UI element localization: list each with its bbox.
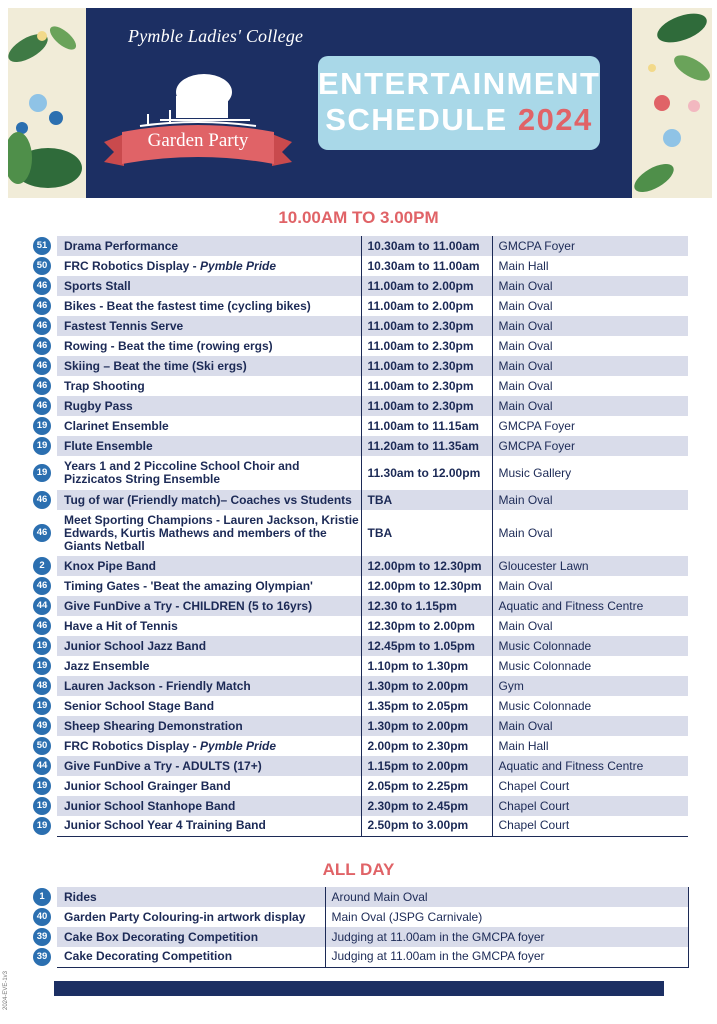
map-number-badge: 50 [33,257,51,275]
event-name [57,736,361,756]
event-name [57,796,361,816]
event-location: Gloucester Lawn [492,556,688,576]
map-number-badge: 46 [33,577,51,595]
allday-row [33,907,688,927]
event-time: TBA [361,490,492,510]
event-name [57,236,361,256]
activity-name: Rides [57,887,325,907]
activity-name: Cake Box Decorating Competition [57,927,325,947]
map-number [33,490,57,510]
event-location: Chapel Court [492,816,688,836]
map-number [33,776,57,796]
college-logo: Pymble Ladies' College [128,26,304,46]
event-location: Music Gallery [492,456,688,490]
event-text: Sheep Shearing Demonstration [64,718,243,733]
map-number [33,316,57,336]
map-number [33,736,57,756]
event-location: Main Oval [492,376,688,396]
event-text: Junior School Jazz Band [64,638,207,653]
map-number [33,656,57,676]
map-number [33,336,57,356]
event-time: 1.30pm to 2.00pm [361,676,492,696]
event-name [57,256,361,276]
event-text: Years 1 and 2 Piccoline School Choir and Pizzicatos String Ensemble [64,459,300,486]
map-number-badge: 46 [33,277,51,295]
schedule-row [33,510,688,556]
schedule-row [33,276,688,296]
map-number [33,236,57,256]
map-number-badge: 46 [33,617,51,635]
event-text: FRC Robotics Display - [64,738,201,753]
schedule-row [33,456,688,490]
event-location: Main Oval [492,336,688,356]
event-name [57,510,361,556]
map-number-badge: 40 [33,908,51,926]
event-text: Senior School Stage Band [64,698,215,713]
schedule-row [33,256,688,276]
event-name [57,456,361,490]
map-number [33,576,57,596]
map-number [33,616,57,636]
event-time: 11.00am to 2.30pm [361,356,492,376]
event-text: Junior School Stanhope Band [64,798,236,813]
map-number [33,456,57,490]
event-text: Bikes - Beat the fastest time (cycling bikes) [64,298,311,313]
schedule-row [33,656,688,676]
map-number [33,396,57,416]
map-number-badge: 46 [33,317,51,335]
event-location: Main Oval [492,276,688,296]
map-number-badge: 19 [33,797,51,815]
map-number-badge: 2 [33,557,51,575]
schedule-row [33,756,688,776]
event-location: Main Hall [492,256,688,276]
event-time: 11.00am to 2.30pm [361,376,492,396]
event-name [57,376,361,396]
event-location: Aquatic and Fitness Centre [492,756,688,776]
map-number [33,636,57,656]
map-number [33,556,57,576]
event-text: Rugby Pass [64,398,133,413]
map-number-badge: 1 [33,888,51,906]
schedule-row [33,676,688,696]
schedule-row [33,396,688,416]
event-time: 1.35pm to 2.05pm [361,696,492,716]
event-time: 11.00am to 2.30pm [361,336,492,356]
event-time: 1.15pm to 2.00pm [361,756,492,776]
event-name [57,316,361,336]
event-time: 11.00am to 2.00pm [361,276,492,296]
schedule-row [33,796,688,816]
allday-row [33,927,688,947]
event-name [57,576,361,596]
event-time: 2.05pm to 2.25pm [361,776,492,796]
event-text: Timing Gates - 'Beat the amazing Olympian' [64,578,313,593]
title-schedule: SCHEDULE [325,102,508,137]
map-number-badge: 44 [33,757,51,775]
event-name [57,596,361,616]
event-time: 11.00am to 11.15am [361,416,492,436]
schedule-row [33,616,688,636]
event-text: Knox Pipe Band [64,558,157,573]
event-time: 12.30pm to 2.00pm [361,616,492,636]
map-number-badge: 46 [33,337,51,355]
schedule-row [33,816,688,836]
schedule-row [33,356,688,376]
map-number-badge: 46 [33,377,51,395]
event-location: Main Oval [492,716,688,736]
event-time: 2.30pm to 2.45pm [361,796,492,816]
schedule-row [33,416,688,436]
map-number [33,816,57,836]
allday-heading: ALL DAY [322,860,395,879]
event-time: TBA [361,510,492,556]
garden-party-label: Garden Party [147,130,249,151]
event-location: Main Oval [492,576,688,596]
event-location: Music Colonnade [492,656,688,676]
event-location: Main Oval [492,510,688,556]
map-number [33,696,57,716]
event-text: Rowing - Beat the time (rowing ergs) [64,338,273,353]
event-text: FRC Robotics Display - [64,258,201,273]
event-text: Jazz Ensemble [64,658,150,673]
map-number [33,907,57,927]
event-name [57,556,361,576]
page-subtitle [318,102,600,138]
map-number-badge: 39 [33,948,51,966]
map-number [33,676,57,696]
schedule-row [33,436,688,456]
map-number [33,947,57,967]
event-name [57,636,361,656]
map-number-badge: 39 [33,928,51,946]
activity-name: Cake Decorating Competition [57,947,325,967]
schedule-row [33,696,688,716]
event-location: Gym [492,676,688,696]
map-number [33,796,57,816]
schedule-row [33,296,688,316]
map-number-badge: 19 [33,417,51,435]
map-number-badge: 46 [33,357,51,375]
map-number [33,276,57,296]
event-time: 12.30 to 1.15pm [361,596,492,616]
event-name [57,490,361,510]
schedule-row [33,776,688,796]
event-text: Skiing – Beat the time (Ski ergs) [64,358,247,373]
schedule-row [33,376,688,396]
map-number-badge: 46 [33,524,51,542]
event-time: 11.00am to 2.30pm [361,396,492,416]
event-location: Main Oval [492,396,688,416]
allday-row [33,887,688,907]
allday-row [33,947,688,967]
map-number [33,296,57,316]
map-number-badge: 50 [33,737,51,755]
map-number [33,510,57,556]
event-name [57,296,361,316]
floral-decoration-left [8,8,86,198]
activity-where: Main Oval (JSPG Carnivale) [325,907,688,927]
header [0,0,717,200]
activity-name: Garden Party Colouring-in artwork display [57,907,325,927]
schedule-row [33,716,688,736]
event-name [57,696,361,716]
map-number-badge: 19 [33,697,51,715]
map-number-badge: 19 [33,777,51,795]
event-text: Give FunDive a Try - ADULTS (17+) [64,758,262,773]
event-time: 11.30am to 12.00pm [361,456,492,490]
page-title: ENTERTAINMENT [318,66,601,101]
schedule-row [33,316,688,336]
event-text: Clarinet Ensemble [64,418,169,433]
event-time: 11.00am to 2.30pm [361,316,492,336]
event-location: Main Hall [492,736,688,756]
event-time: 11.20am to 11.35am [361,436,492,456]
activity-where: Judging at 11.00am in the GMCPA foyer [325,927,688,947]
title-year: 2024 [517,102,593,137]
map-number-badge: 46 [33,491,51,509]
map-number-badge: 19 [33,464,51,482]
document-code: 2024-EVE-1v3 [3,970,9,1010]
activity-where: Around Main Oval [325,887,688,907]
map-number [33,927,57,947]
floral-decoration-right [632,8,712,198]
event-text: Have a Hit of Tennis [64,618,178,633]
event-location: Chapel Court [492,796,688,816]
map-number [33,256,57,276]
event-location: Main Oval [492,490,688,510]
event-location: Main Oval [492,356,688,376]
event-text: Meet Sporting Champions - Lauren Jackson, Kristie Edwards, Kurtis Mathews and members of the Giants Netball [64,512,359,553]
event-text: Junior School Year 4 Training Band [64,818,266,833]
event-time: 1.30pm to 2.00pm [361,716,492,736]
event-location: GMCPA Foyer [492,236,688,256]
map-number [33,436,57,456]
map-number-badge: 19 [33,817,51,835]
event-text: Tug of war (Friendly match)– Coaches vs Students [64,492,352,507]
event-name [57,816,361,836]
event-location: Main Oval [492,616,688,636]
event-name [57,656,361,676]
map-number-badge: 19 [33,657,51,675]
map-number [33,416,57,436]
event-text: Trap Shooting [64,378,145,393]
event-name [57,676,361,696]
event-time: 10.30am to 11.00am [361,256,492,276]
map-number [33,596,57,616]
event-name [57,436,361,456]
schedule-row [33,576,688,596]
event-location: GMCPA Foyer [492,436,688,456]
map-number [33,356,57,376]
event-name [57,756,361,776]
map-number [33,887,57,907]
event-location: Music Colonnade [492,696,688,716]
schedule-row [33,556,688,576]
event-text: Flute Ensemble [64,438,153,453]
event-location: Main Oval [492,296,688,316]
schedule-row [33,736,688,756]
garden-party-emblem [100,70,296,180]
event-time: 12.00pm to 12.30pm [361,556,492,576]
footer-bar [54,981,664,996]
map-number-badge: 49 [33,717,51,735]
map-number-badge: 44 [33,597,51,615]
activity-where: Judging at 11.00am in the GMCPA foyer [325,947,688,967]
event-name [57,396,361,416]
event-name [57,776,361,796]
event-name [57,276,361,296]
event-time: 11.00am to 2.00pm [361,296,492,316]
map-number-badge: 19 [33,637,51,655]
map-number-badge: 51 [33,237,51,255]
event-text: Junior School Grainger Band [64,778,231,793]
event-time: 12.00pm to 12.30pm [361,576,492,596]
schedule-row [33,636,688,656]
map-number-badge: 48 [33,677,51,695]
map-number-badge: 19 [33,437,51,455]
event-text: Sports Stall [64,278,131,293]
event-text: Lauren Jackson - Friendly Match [64,678,251,693]
map-number-badge: 46 [33,297,51,315]
event-time: 1.10pm to 1.30pm [361,656,492,676]
event-location: Aquatic and Fitness Centre [492,596,688,616]
event-time: 10.30am to 11.00am [361,236,492,256]
event-location: Music Colonnade [492,636,688,656]
allday-table [33,887,689,968]
schedule-row [33,490,688,510]
event-text: Drama Performance [64,238,179,253]
schedule-row [33,336,688,356]
map-number-badge: 46 [33,397,51,415]
map-number [33,756,57,776]
event-italic-text: Pymble Pride [200,258,277,273]
event-location: Main Oval [492,316,688,336]
map-number [33,716,57,736]
schedule-table [33,236,688,837]
event-text: Give FunDive a Try - CHILDREN (5 to 16yrs) [64,598,313,613]
schedule-heading: 10.00AM TO 3.00PM [278,208,439,227]
event-location: GMCPA Foyer [492,416,688,436]
event-text: Fastest Tennis Serve [64,318,184,333]
event-location: Chapel Court [492,776,688,796]
event-time: 2.00pm to 2.30pm [361,736,492,756]
event-time: 2.50pm to 3.00pm [361,816,492,836]
schedule-row [33,236,688,256]
event-time: 12.45pm to 1.05pm [361,636,492,656]
event-name [57,356,361,376]
event-name [57,716,361,736]
event-name [57,416,361,436]
schedule-row [33,596,688,616]
event-italic-text: Pymble Pride [200,738,277,753]
map-number [33,376,57,396]
event-name [57,616,361,636]
event-name [57,336,361,356]
